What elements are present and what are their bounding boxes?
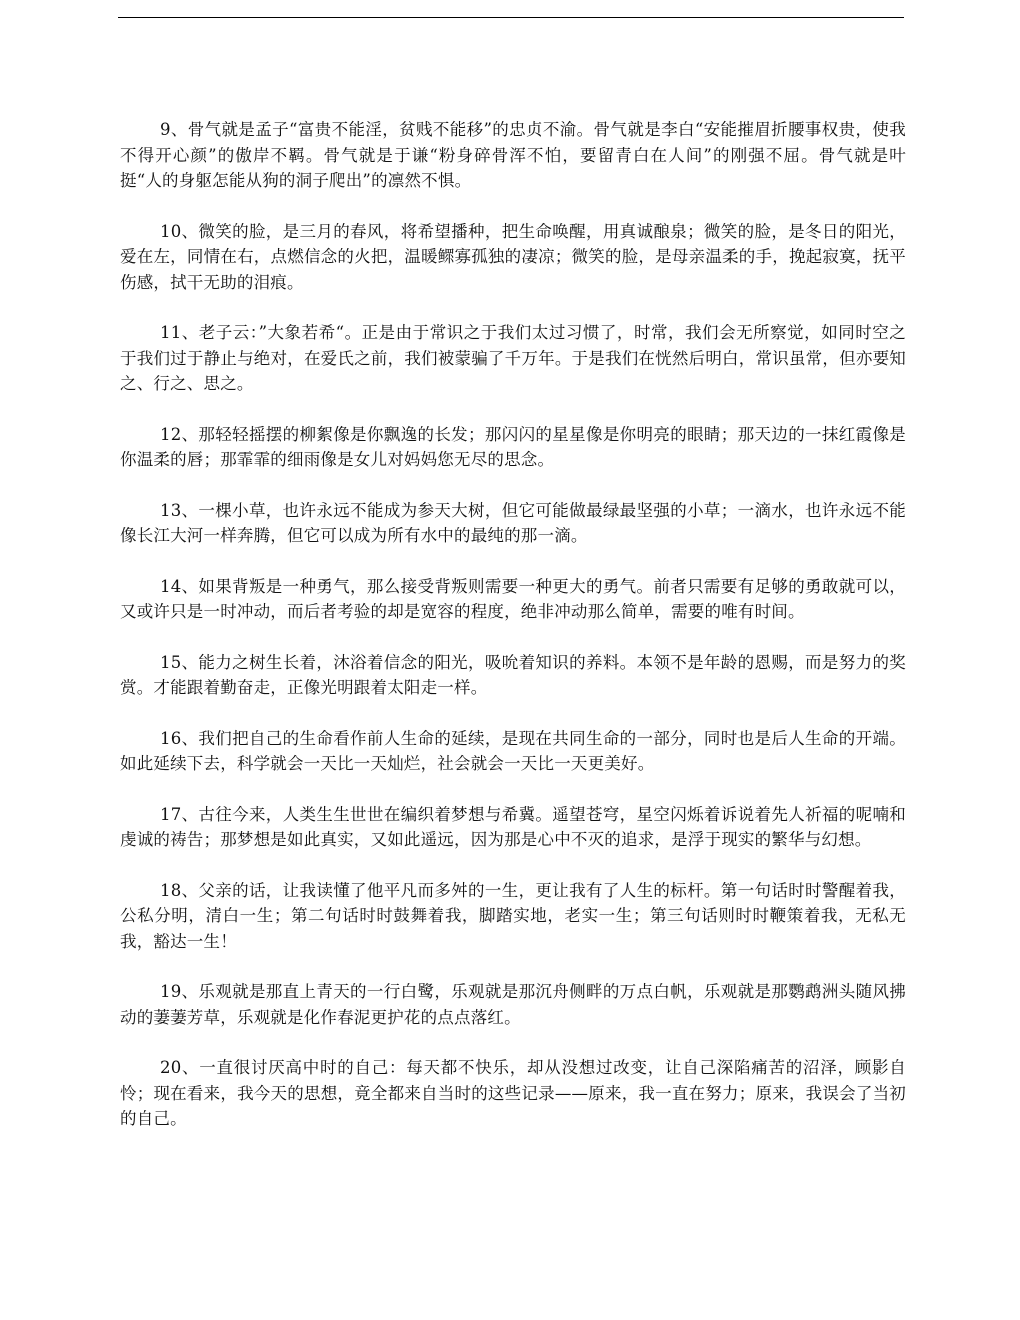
paragraph-12: 12、那轻轻摇摆的柳絮像是你飘逸的长发；那闪闪的星星像是你明亮的眼睛；那天边的一抹红霞像是你温柔的唇；那霏霏的细雨像是女儿对妈妈您无尽的思念。 <box>120 424 906 469</box>
paragraph-18: 18、父亲的话，让我读懂了他平凡而多舛的一生，更让我有了人生的标杆。第一句话时时警醒着我，公私分明，清白一生；第二句话时时鼓舞着我，脚踏实地，老实一生；第三句话则时时鞭策着我，无私无我，豁达一生！ <box>120 880 906 951</box>
paragraph-13: 13、一棵小草，也许永远不能成为参天大树，但它可能做最绿最坚强的小草；一滴水，也许永远不能像长江大河一样奔腾，但它可以成为所有水中的最纯的那一滴。 <box>120 500 906 545</box>
paragraph-16: 16、我们把自己的生命看作前人生命的延续，是现在共同生命的一部分，同时也是后人生命的开端。如此延续下去，科学就会一天比一天灿烂，社会就会一天比一天更美好。 <box>120 728 906 773</box>
paragraph-20: 20、一直很讨厌高中时的自己：每天都不快乐，却从没想过改变，让自己深陷痛苦的沼泽，顾影自怜；现在看来，我今天的思想，竟全都来自当时的这些记录——原来，我一直在努力；原来，我误会了当初的自己。 <box>120 1058 906 1128</box>
paragraph-9: 9、骨气就是孟子“富贵不能淫，贫贱不能移”的忠贞不渝。骨气就是李白“安能摧眉折腰事权贵，使我不得开心颜”的傲岸不羁。骨气就是于谦“粉身碎骨浑不怕，要留青白在人间”的刚强不屈。骨气就是叶挺“人的身躯怎能从狗的洞子爬出”的凛然不惧。 <box>120 120 906 190</box>
paragraph-11: 11、老子云：”大象若希“。正是由于常识之于我们太过习惯了，时常，我们会无所察觉，如同时空之于我们过于静止与绝对，在爱氏之前，我们被蒙骗了千万年。于是我们在恍然后明白，常识虽常，但亦要知之、行之、思之。 <box>120 323 906 393</box>
paragraph-17: 17、古往今来，人类生生世世在编织着梦想与希冀。遥望苍穹，星空闪烁着诉说着先人祈福的呢喃和虔诚的祷告；那梦想是如此真实，又如此遥远，因为那是心中不灭的追求，是浮于现实的繁华与幻想。 <box>120 804 906 849</box>
paragraph-14: 14、如果背叛是一种勇气，那么接受背叛则需要一种更大的勇气。前者只需要有足够的勇敢就可以，又或许只是一时冲动，而后者考验的却是宽容的程度，绝非冲动那么简单，需要的唯有时间。 <box>120 576 906 621</box>
paragraph-10: 10、微笑的脸，是三月的春风，将希望播种，把生命唤醒，用真诚酿泉；微笑的脸，是冬日的阳光，爱在左，同情在右，点燃信念的火把，温暖鳏寡孤独的凄凉；微笑的脸，是母亲温柔的手，挽起寂寞，抚平伤感，拭干无助的泪痕。 <box>120 221 906 292</box>
document-body <box>120 117 906 1157</box>
paragraph-19: 19、乐观就是那直上青天的一行白鹭，乐观就是那沉舟侧畔的万点白帆，乐观就是那鹦鹉洲头随风拂动的萋萋芳草，乐观就是化作春泥更护花的点点落红。 <box>120 982 906 1027</box>
header-rule <box>118 17 904 18</box>
paragraph-15: 15、能力之树生长着，沐浴着信念的阳光，吸吮着知识的养料。本领不是年龄的恩赐，而是努力的奖赏。才能跟着勤奋走，正像光明跟着太阳走一样。 <box>120 652 906 697</box>
